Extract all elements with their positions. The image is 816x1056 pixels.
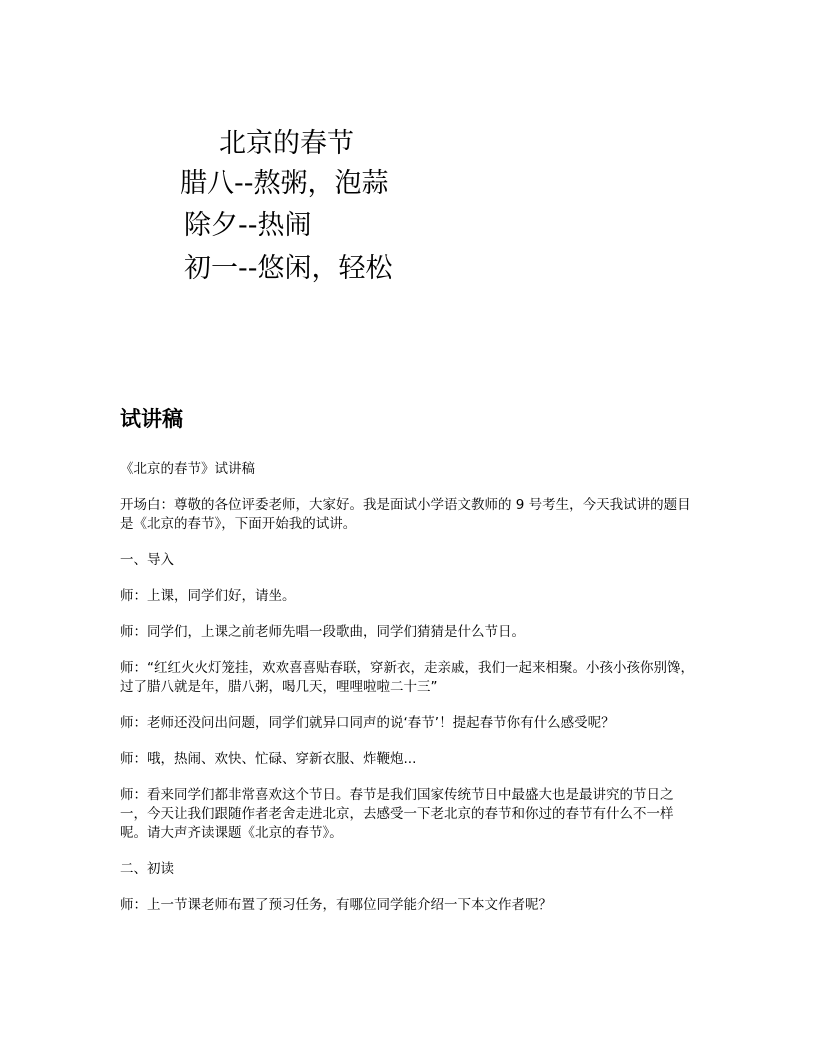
board-title: 北京的春节 bbox=[219, 128, 354, 159]
paragraph: 师：上课，同学们好，请坐。 bbox=[120, 588, 296, 604]
script-title: 《北京的春节》试讲稿 bbox=[120, 461, 255, 477]
board-line-chuyi: 初一--悠闲，轻松 bbox=[184, 253, 393, 284]
board-line-chuxi: 除夕--热闹 bbox=[184, 210, 312, 241]
paragraph: 师：上一节课老师布置了预习任务，有哪位同学能介绍一下本文作者呢？ bbox=[120, 897, 552, 913]
board-line-laba: 腊八--熬粥，泡蒜 bbox=[180, 168, 389, 199]
lecture-script bbox=[120, 460, 696, 932]
paragraph-opening: 开场白：尊敬的各位评委老师，大家好。我是面试小学语文教师的 9 号考生，今天我试讲的题目是《北京的春节》，下面开始我的试讲。 bbox=[120, 497, 691, 532]
paragraph: 师：看来同学们都非常喜欢这个节日。春节是我们国家传统节日中最盛大也是最讲究的节日之一，今天让我们跟随作者老舍走进北京，去感受一下老北京的春节和你过的春节有什么不一样呢。请大声齐读课题《北京的春节》。 bbox=[120, 787, 674, 841]
section-label-intro: 一、导入 bbox=[120, 552, 174, 568]
paragraph: 师：同学们，上课之前老师先唱一段歌曲，同学们猜猜是什么节日。 bbox=[120, 624, 525, 640]
section-heading: 试讲稿 bbox=[120, 407, 183, 431]
paragraph: 师：哦，热闹、欢快、忙碌、穿新衣服、炸鞭炮... bbox=[120, 751, 417, 767]
section-label-first-reading: 二、初读 bbox=[120, 861, 174, 877]
blackboard-design bbox=[0, 0, 816, 330]
paragraph: 师：“红红火火灯笼挂，欢欢喜喜贴春联，穿新衣，走亲戚，我们一起来相聚。小孩小孩你别馋，过了腊八就是年，腊八粥，喝几天，哩哩啦啦二十三” bbox=[120, 660, 694, 695]
paragraph: 师：老师还没问出问题，同学们就异口同声的说‘春节’！提起春节你有什么感受呢？ bbox=[120, 715, 615, 731]
